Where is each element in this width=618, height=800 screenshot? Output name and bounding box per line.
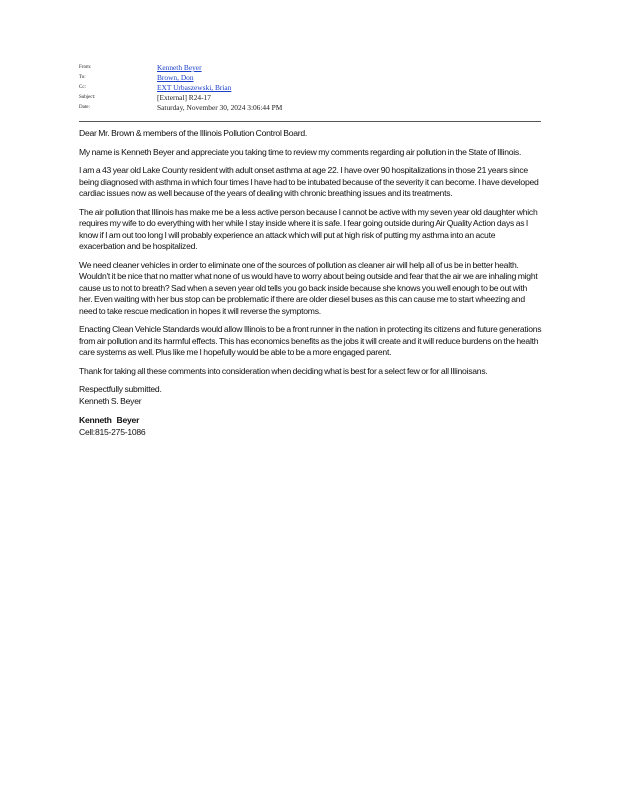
- signature-phone: Cell:815-275-1086: [79, 426, 146, 437]
- greeting: Dear Mr. Brown & members of the Illinois Pollution Control Board.: [79, 128, 308, 138]
- body-paragraph: We need cleaner vehicles in order to eliminate one of the sources of pollution as cleaner air will help all of us be in better health. Wouldn't it be nice that no matter what none of us would have to worry about being outside and fear that the air we are inhaling might cause us to not to breath? Sad when a seven year old tells you go back inside because she knows you well enough to be out with her. Even waiting with her bus stop can be problematic if there are older diesel buses as this can cause me to start wheezing and need to take rescue medication in hopes it will reverse the symptoms.: [79, 259, 538, 316]
- cc-row: [79, 83, 549, 93]
- header-divider: [79, 121, 541, 122]
- email-body: [79, 128, 542, 438]
- body-paragraph: I am a 43 year old Lake County resident with adult onset asthma at age 22. I have over 90 hospitalizations in those 21 years since being diagnosed with asthma in which four times I have had to be intubated because of the severity it can become. I have developed cardiac issues now as well because of the years of dealing with chronic breathing issues and its treatments.: [79, 165, 539, 198]
- subject-row: [79, 93, 549, 103]
- date-label: Date:: [79, 105, 90, 110]
- to-value[interactable]: Brown, Don: [157, 73, 194, 82]
- subject-label: Subject:: [79, 95, 96, 100]
- from-label: From:: [79, 65, 92, 70]
- closing: Respectfully submitted.: [79, 384, 162, 394]
- to-row: [79, 73, 549, 83]
- signature-name: Kenneth Beyer: [79, 415, 140, 425]
- body-paragraph: The air pollution that Illinois has make me be a less active person because I cannot be active with my seven year old daughter which requires my wife to do everything with her while I stay inside where it is safe. I fear going outside during Air Quality Action days as I know if I am out too long I will probably experience an attack which will put at high risk of putting my asthma into an acute exacerbation and be hospitalized.: [79, 206, 538, 251]
- from-row: [79, 63, 549, 73]
- to-label: To:: [79, 75, 86, 80]
- date-value: Saturday, November 30, 2024 3:06:44 PM: [157, 103, 283, 112]
- body-paragraph: Thank for taking all these comments into consideration when deciding what is best for a select few or for all Illinoisans.: [79, 365, 488, 376]
- closing-name: Kenneth S. Beyer: [79, 395, 142, 406]
- email-header: [79, 63, 549, 113]
- date-row: [79, 103, 549, 113]
- body-paragraph: Enacting Clean Vehicle Standards would allow Illinois to be a front runner in the nation in protecting its citizens and future generations from air pollution and its harmful effects. This has economics benefits as the jobs it will create and it will reduce burdens on the health care systems as well. Plus like me I hopefully would be able to be a more engaged parent.: [79, 324, 542, 357]
- cc-value[interactable]: EXT Urbaszewski, Brian: [157, 83, 232, 92]
- cc-label: Cc:: [79, 85, 86, 90]
- subject-value: [External] R24-17: [157, 93, 211, 102]
- from-value[interactable]: Kenneth Beyer: [157, 63, 202, 72]
- body-paragraph: My name is Kenneth Beyer and appreciate you taking time to review my comments regarding air pollution in the State of Illinois.: [79, 146, 522, 157]
